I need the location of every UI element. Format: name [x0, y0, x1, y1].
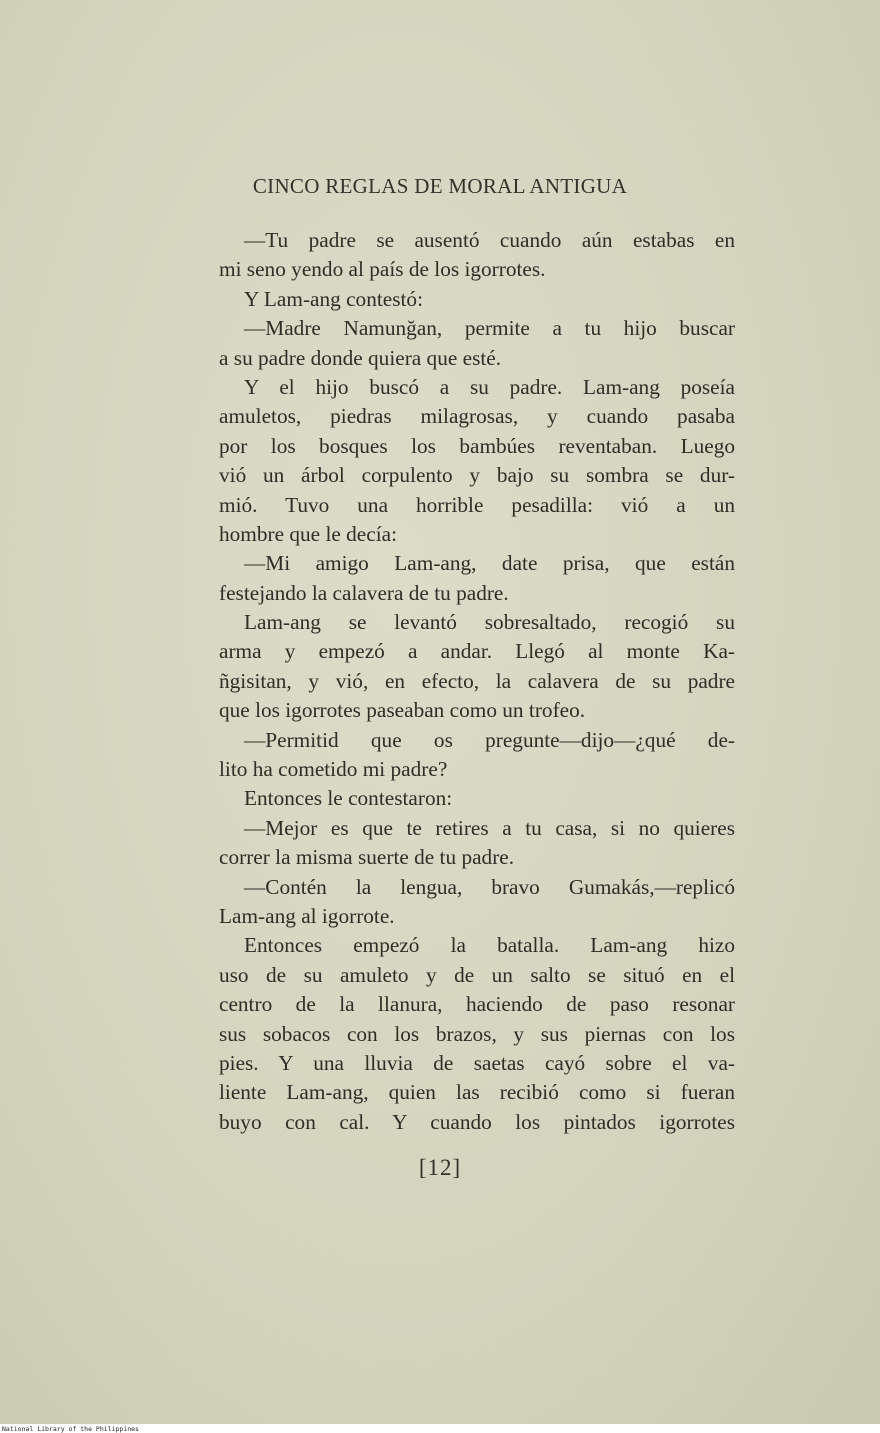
- text-line: sus sobacos con los brazos, y sus piernas con los: [219, 1021, 735, 1046]
- text-line: Lam-ang se levantó sobresaltado, recogió su: [244, 610, 735, 635]
- text-line: mió. Tuvo una horrible pesadilla: vió a un: [219, 492, 735, 517]
- text-line: lito ha cometido mi padre?: [219, 757, 448, 782]
- text-line: uso de su amuleto y de un salto se situó en el: [219, 962, 735, 987]
- page-number: [12]: [418, 1155, 462, 1180]
- text-line: vió un árbol corpulento y bajo su sombra se dur-: [219, 463, 735, 488]
- text-line: ñgisitan, y vió, en efecto, la calavera de su padre: [219, 668, 735, 693]
- text-line: arma y empezó a andar. Llegó al monte Ka-: [219, 639, 735, 664]
- text-line: —Permitid que os pregunte—dijo—¿qué de-: [244, 727, 735, 752]
- text-line: correr la misma suerte de tu padre.: [219, 845, 515, 870]
- running-head: CINCO REGLAS DE MORAL ANTIGUA: [252, 174, 628, 198]
- text-line: mi seno yendo al país de los igorrotes.: [219, 257, 546, 282]
- library-credit: National Library of the Philippines: [2, 1425, 139, 1433]
- text-line: Y Lam-ang contestó:: [244, 286, 423, 311]
- text-line: Entonces le contestaron:: [244, 786, 453, 811]
- text-line: Y el hijo buscó a su padre. Lam-ang poseía: [244, 374, 735, 399]
- text-line: Lam-ang al igorrote.: [219, 903, 395, 928]
- text-line: buyo con cal. Y cuando los pintados igorrotes: [219, 1109, 735, 1134]
- text-line: que los igorrotes paseaban como un trofeo.: [219, 698, 586, 723]
- text-line: hombre que le decía:: [219, 521, 397, 546]
- body-text: [219, 226, 735, 1137]
- text-line: pies. Y una lluvia de saetas cayó sobre el va-: [219, 1050, 735, 1075]
- text-line: festejando la calavera de tu padre.: [219, 580, 509, 605]
- text-line: —Tu padre se ausentó cuando aún estabas en: [244, 228, 735, 252]
- text-line: amuletos, piedras milagrosas, y cuando pasaba: [219, 404, 735, 429]
- text-line: por los bosques los bambúes reventaban. Luego: [219, 433, 735, 458]
- text-line: —Mejor es que te retires a tu casa, si no quieres: [244, 815, 735, 840]
- text-line: —Mi amigo Lam-ang, date prisa, que están: [244, 551, 735, 576]
- text-line: centro de la llanura, haciendo de paso resonar: [219, 992, 735, 1017]
- text-line: a su padre donde quiera que esté.: [219, 345, 502, 370]
- text-line: Entonces empezó la batalla. Lam-ang hizo: [244, 933, 735, 958]
- text-line: liente Lam-ang, quien las recibió como si fueran: [219, 1080, 735, 1105]
- text-line: —Madre Namunğan, permite a tu hijo buscar: [244, 316, 735, 341]
- text-line: —Contén la lengua, bravo Gumakás,—replicó: [244, 874, 735, 899]
